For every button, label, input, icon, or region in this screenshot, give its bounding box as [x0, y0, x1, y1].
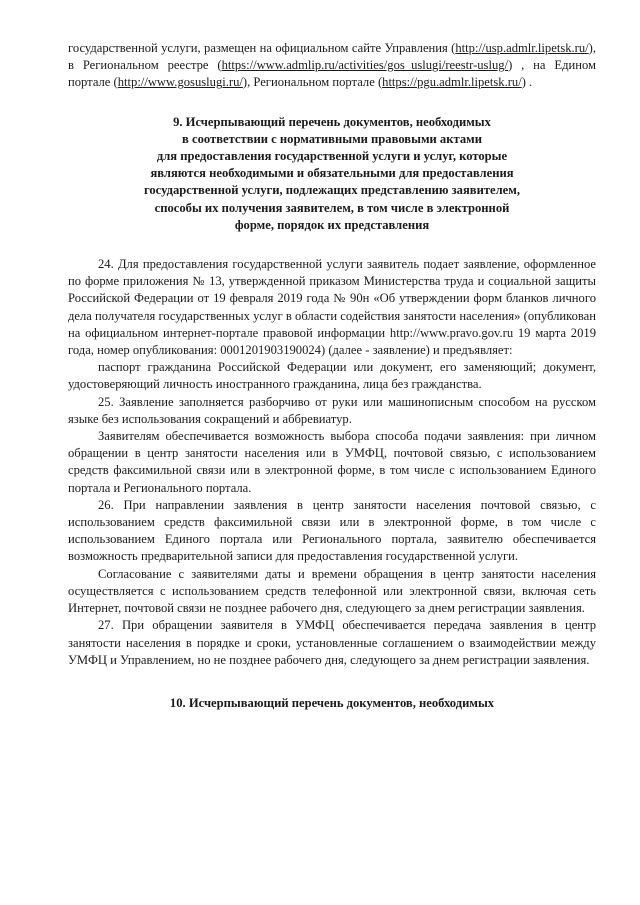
paragraph-25-submission: Заявителям обеспечивается возможность выбора способа подачи заявления: при личном обращении в центр занятости населения или в УМФЦ, почтовой связью, с использованием средств факсимильной связи или в электронной форме, в том числе с использованием Единого портала и Регионального портала.: [68, 429, 596, 495]
admlip-registry-link[interactable]: https://www.admlip.ru/activities/gos_uslugi/reestr-uslug/: [221, 58, 509, 73]
intro-text-1: государственной услуги, размещен на официальном сайте Управления (: [68, 41, 456, 55]
section-10-line-1: 10. Исчерпывающий перечень документов, необходимых: [169, 695, 495, 710]
paragraph-24-documents: паспорт гражданина Российской Федерации или документ, его заменяющий; документ, удостоверяющий личность иностранного гражданина, лица без гражданства.: [68, 360, 596, 392]
paragraph-27: 27. При обращении заявителя в УМФЦ обеспечивается передача заявления в центр занятости населения в порядке и сроки, установленные соглашением о взаимодействии между УМФЦ и Управлением, но не позднее рабочего дня, следующего за днем регистрации заявления.: [68, 618, 596, 667]
section-9-line-2: в соответствии с нормативными правовыми актами: [182, 131, 482, 146]
usp-link[interactable]: http://usp.admlr.lipetsk.ru/: [455, 41, 589, 55]
paragraph-26: 26. При направлении заявления в центр занятости населения почтовой связью, с использованием средств факсимильной связи или в электронной форме, в том числе с использованием Единого портала или Регионального портала, заявителю обеспечивается возможность предварительной записи для предоставления государственной услуги.: [68, 497, 596, 564]
section-9-line-6: способы их получения заявителем, в том числе в электронной: [154, 200, 510, 215]
intro-text-5: ) .: [521, 75, 533, 90]
section-10-heading: [68, 695, 596, 712]
intro-text-4: ), Региональном портале (: [242, 75, 383, 90]
section-9-line-4: являются необходимыми и обязательными для предоставления: [150, 166, 514, 181]
section-9-line-1: 9. Исчерпывающий перечень документов, необходимых: [173, 114, 491, 129]
pgu-link[interactable]: https://pgu.admlr.lipetsk.ru/: [382, 75, 522, 90]
section-9-line-5: государственной услуги, подлежащих представлению заявителем,: [143, 183, 521, 198]
section-9-line-3: для предоставления государственной услуги и услуг, которые: [156, 149, 508, 164]
intro-text-3: ) , на Едином портале (: [68, 58, 596, 90]
section-9-line-7: форме, порядок их представления: [234, 217, 430, 232]
intro-text-2: ), в Региональном реестре (: [68, 41, 596, 73]
section-9-heading: [68, 114, 596, 234]
intro-paragraph: [68, 40, 596, 92]
paragraph-26-scheduling: Согласование с заявителями даты и времени обращения в центр занятости населения осуществляется с использованием средств телефонной или электронной связи, включая сеть Интернет, почтовой связи не позднее рабочего дня, следующего за днем регистрации заявления.: [68, 566, 596, 616]
gosuslugi-link[interactable]: http://www.gosuslugi.ru/: [117, 75, 243, 90]
paragraph-25: 25. Заявление заполняется разборчиво от руки или машинописным способом на русском языке без использования сокращений и аббревиатур.: [68, 394, 596, 426]
paragraph-24: 24. Для предоставления государственной услуги заявитель подает заявление, оформленное по форме приложения № 13, утвержденной приказом Министерства труда и социальной защиты Российской Федерации от 19 февраля 2019 года № 90н «Об утверждении форм бланков личного дела получателя государственных услуг в области содействия занятости населения» (опубликован на официальном интернет-портале правовой информации http://www.pravo.gov.ru 19 марта 2019 года, номер опубликования: 0001201903190024) (далее - заявление) и предъявляет:: [68, 257, 596, 358]
